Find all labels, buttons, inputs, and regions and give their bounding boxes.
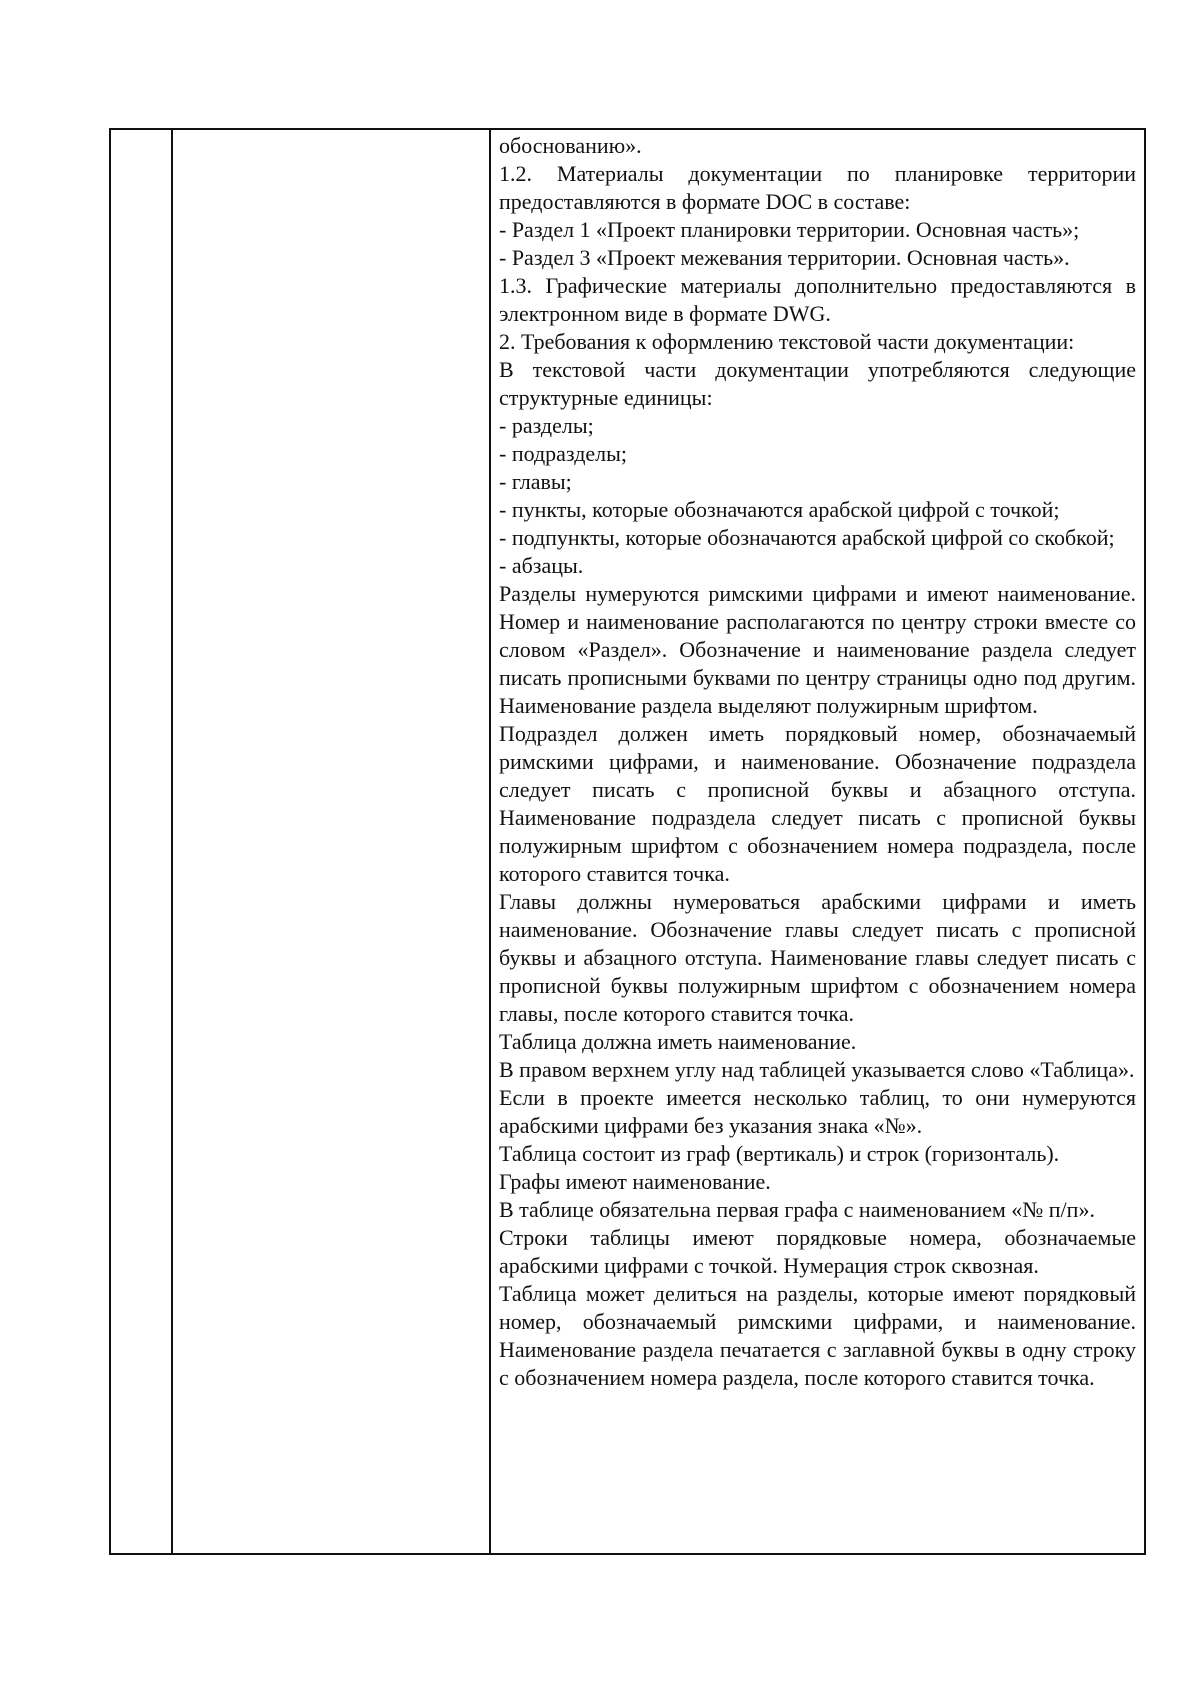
paragraph: Если в проекте имеется несколько таблиц, то они нумеруются арабскими цифрами без указания знака «№».: [499, 1085, 1136, 1138]
paragraph: Строки таблицы имеют порядковые номера, обозначаемые арабскими цифрами с точкой. Нумерация строк сквозная.: [499, 1225, 1136, 1278]
document-table: [109, 128, 1146, 1555]
paragraph: В правом верхнем углу над таблицей указывается слово «Таблица».: [499, 1057, 1135, 1082]
list-item: - подразделы;: [499, 441, 628, 466]
paragraph: - Раздел 1 «Проект планировки территории. Основная часть»;: [499, 217, 1080, 242]
paragraph: Таблица состоит из граф (вертикаль) и строк (горизонталь).: [499, 1141, 1060, 1166]
paragraph: обоснованию».: [499, 133, 642, 158]
paragraph: Таблица должна иметь наименование.: [499, 1029, 857, 1054]
paragraph: 1.2. Материалы документации по планировке территории предоставляются в формате DOC в составе:: [499, 161, 1136, 214]
paragraph: Главы должны нумероваться арабскими цифрами и иметь наименование. Обозначение главы следует писать с прописной буквы и абзацного отступа. Наименование главы следует писать с прописной буквы полужирным шрифтом с обозначением номера главы, после которого ставится точка.: [499, 889, 1136, 1026]
paragraph: Таблица может делиться на разделы, которые имеют порядковый номер, обозначаемый римскими цифрами, и наименование. Наименование раздела печатается с заглавной буквы в одну строку с обозначением номера раздела, после которого ставится точка.: [499, 1281, 1136, 1390]
name-column-cell: [173, 130, 491, 1553]
list-item: - пункты, которые обозначаются арабской цифрой с точкой;: [499, 497, 1060, 522]
paragraph: Разделы нумеруются римскими цифрами и имеют наименование. Номер и наименование располагаются по центру строки вместе со словом «Раздел». Обозначение и наименование раздела следует писать прописными буквами по центру страницы одно под другим. Наименование раздела выделяют полужирным шрифтом.: [499, 581, 1136, 718]
paragraph: 1.3. Графические материалы дополнительно предоставляются в электронном виде в формате DWG.: [499, 273, 1136, 326]
list-item: - абзацы.: [499, 553, 584, 578]
list-item: - разделы;: [499, 413, 594, 438]
paragraph: В текстовой части документации употребляются следующие структурные единицы:: [499, 357, 1136, 410]
paragraph: 2. Требования к оформлению текстовой части документации:: [499, 329, 1075, 354]
paragraph: Подраздел должен иметь порядковый номер, обозначаемый римскими цифрами, и наименование. Обозначение подраздела следует писать с прописной буквы и абзацного отступа. Наименование подраздела следует писать с прописной буквы полужирным шрифтом с обозначением номера подраздела, после которого ставится точка.: [499, 721, 1136, 886]
list-item: - главы;: [499, 469, 572, 494]
number-column-cell: [111, 130, 173, 1553]
paragraph: - Раздел 3 «Проект межевания территории. Основная часть».: [499, 245, 1070, 270]
requirements-text-cell: [491, 130, 1144, 1553]
paragraph: Графы имеют наименование.: [499, 1169, 771, 1194]
list-item: - подпункты, которые обозначаются арабской цифрой со скобкой;: [499, 525, 1115, 550]
paragraph: В таблице обязательна первая графа с наименованием «№ п/п».: [499, 1197, 1095, 1222]
